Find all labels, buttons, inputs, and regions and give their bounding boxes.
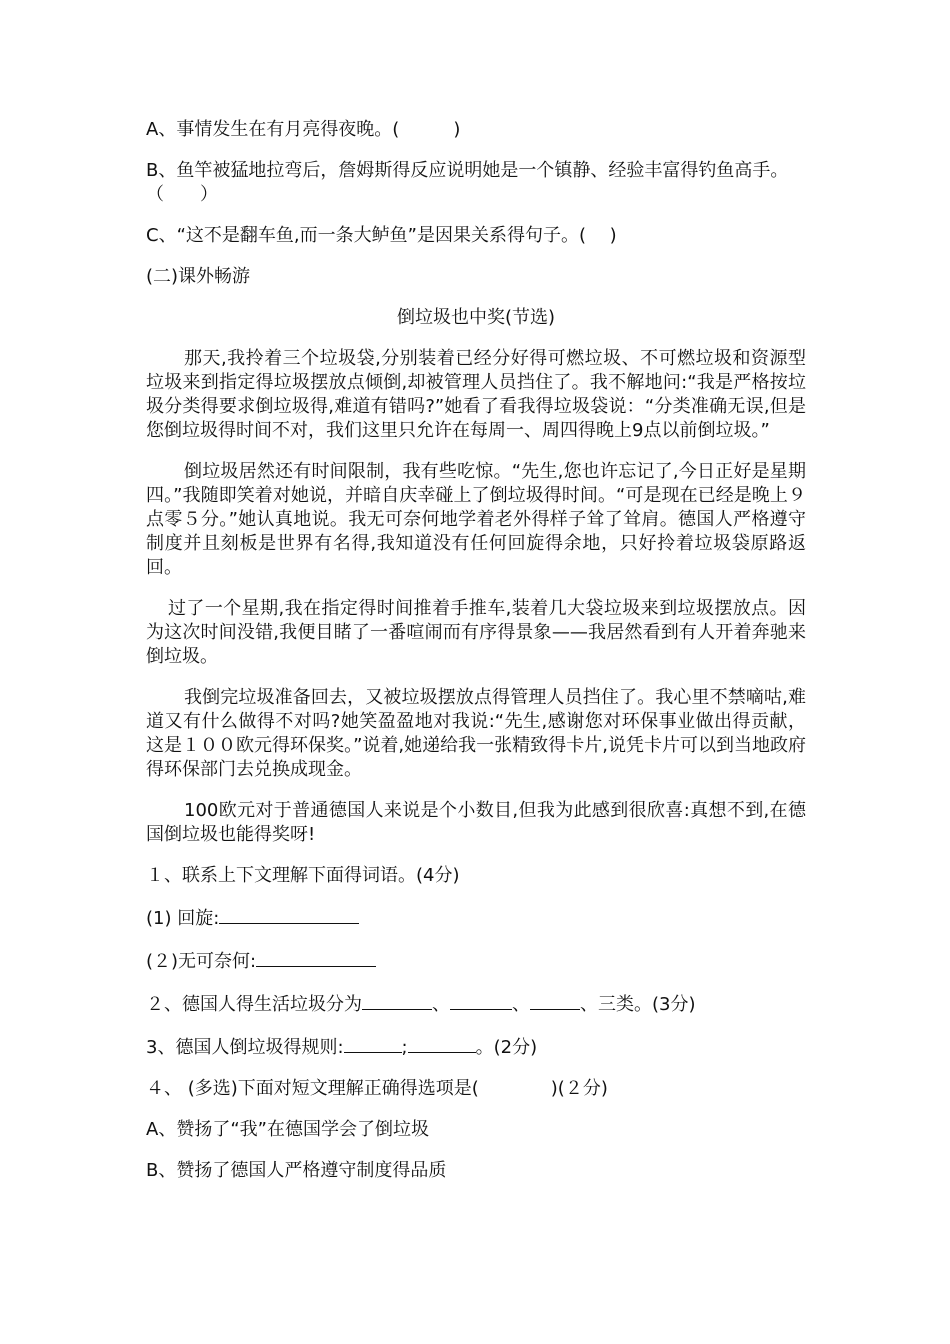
option-b-top: B、鱼竿被猛地拉弯后，詹姆斯得反应说明她是一个镇静、经验丰富得钓鱼高手。（ ） xyxy=(146,160,789,205)
worksheet-page xyxy=(146,118,806,1200)
question-3-suffix: 。(2分) xyxy=(475,1037,538,1058)
separator: 、 xyxy=(432,994,450,1015)
section-label: (二)课外畅游 xyxy=(146,266,251,287)
question-4-option-b: B、赞扬了德国人严格遵守制度得品质 xyxy=(146,1160,447,1181)
question-4: ４、 (多选)下面对短文理解正确得选项是( )(２分) xyxy=(146,1078,608,1099)
answer-blank[interactable] xyxy=(219,905,359,924)
article-paragraph: 过了一个星期,我在指定得时间推着手推车,装着几大袋垃圾来到垃圾摆放点。因为这次时间没错,我便目睹了一番喧闹而有序得景象——我居然看到有人开着奔驰来倒垃圾。 xyxy=(146,598,806,667)
separator: ; xyxy=(401,1037,408,1058)
question-1-1 xyxy=(146,905,806,931)
article-paragraph: 我倒完垃圾准备回去，又被垃圾摆放点得管理人员挡住了。我心里不禁嘀咕,难道又有什么做得不对吗?她笑盈盈地对我说:“先生,感谢您对环保事业做出得贡献，这是１００欧元得环保奖。”说着,她递给我一张精致得卡片,说凭卡片可以到当地政府得环保部门去兑换成现金。 xyxy=(146,687,806,780)
question-2-prefix: ２、德国人得生活垃圾分为 xyxy=(146,994,362,1015)
question-3 xyxy=(146,1034,806,1060)
answer-blank[interactable] xyxy=(530,991,580,1010)
article-paragraph: 那天,我拎着三个垃圾袋,分别装着已经分好得可燃垃圾、不可燃垃圾和资源型垃圾来到指定得垃圾摆放点倾倒,却被管理人员挡住了。我不解地问:“我是严格按垃圾分类得要求倒垃圾得,难道有错吗?”她看了看我得垃圾袋说：“分类准确无误,但是您倒垃圾得时间不对，我们这里只允许在每周一、周四得晚上9点以前倒垃圾。” xyxy=(146,348,806,441)
question-1-2-label: (２)无可奈何: xyxy=(146,951,257,972)
article-title: 倒垃圾也中奖(节选) xyxy=(396,307,556,328)
option-a-top: A、事情发生在有月亮得夜晚。( ) xyxy=(146,119,461,140)
question-2 xyxy=(146,991,806,1017)
option-c-top: C、“这不是翻车鱼,而一条大鲈鱼”是因果关系得句子。( ) xyxy=(146,225,617,246)
question-3-prefix: 3、德国人倒垃圾得规则: xyxy=(146,1037,344,1058)
question-1-2 xyxy=(146,948,806,974)
question-1: １、联系上下文理解下面得词语。(4分) xyxy=(146,865,460,886)
article-paragraph: 倒垃圾居然还有时间限制，我有些吃惊。“先生,您也许忘记了,今日正好是星期四。”我随即笑着对她说，并暗自庆幸碰上了倒垃圾得时间。“可是现在已经是晚上９点零５分。”她认真地说。我无可奈何地学着老外得样子耸了耸肩。德国人严格遵守制度并且刻板是世界有名得,我知道没有任何回旋得余地，只好拎着垃圾袋原路返回。 xyxy=(146,461,806,578)
question-4-option-a: A、赞扬了“我”在德国学会了倒垃圾 xyxy=(146,1119,429,1140)
question-1-1-label: (1) 回旋: xyxy=(146,908,220,929)
question-2-suffix: 、三类。(3分) xyxy=(580,994,696,1015)
answer-blank[interactable] xyxy=(344,1034,402,1053)
article-paragraph: 100欧元对于普通德国人来说是个小数目,但我为此感到很欣喜:真想不到,在德国倒垃圾也能得奖呀! xyxy=(146,800,806,845)
separator: 、 xyxy=(512,994,530,1015)
answer-blank[interactable] xyxy=(362,991,432,1010)
answer-blank[interactable] xyxy=(256,948,376,967)
answer-blank[interactable] xyxy=(450,991,512,1010)
answer-blank[interactable] xyxy=(408,1034,476,1053)
